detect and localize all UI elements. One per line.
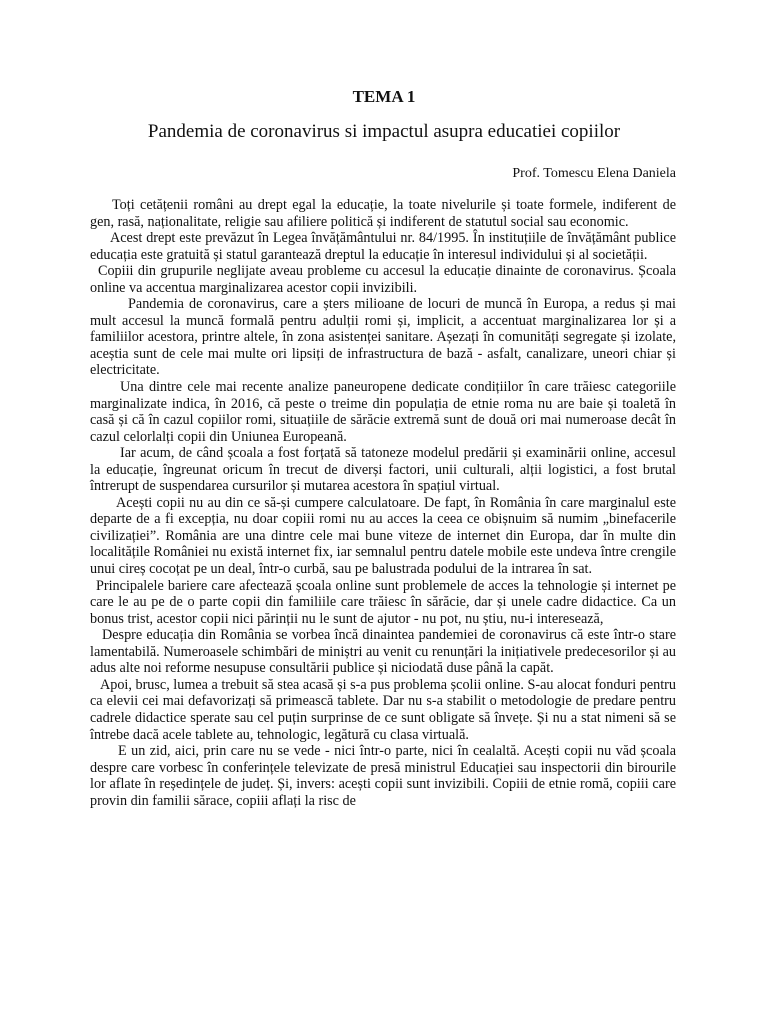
paragraph: E un zid, aici, prin care nu se vede - nici într-o parte, nici în cealaltă. Acești copii nu văd școala despre care vorbesc în conferințele televizate de presă ministrul Educației sau inspectorii din birourile lor aflate în reședințele de județ. Și, invers: acești copii sunt invizibili. Copiii de etnie romă, copiii care provin din familii sărace, copiii aflați la risc de [90, 743, 676, 809]
paragraph: Pandemia de coronavirus, care a șters milioane de locuri de muncă în Europa, a redus și mai mult accesul la muncă formală pentru adulții romi și, implicit, a accentuat marginalizarea lor și a familiilor acestora, printre altele, în zona asistenței sanitare. Așezați în comunități segregate și izolate, aceștia sunt de cele mai multe ori lipsiți de infrastructura de bază - asfalt, canalizare, uneori chiar și electricitate. [90, 296, 676, 379]
document-title: TEMA 1 [352, 87, 416, 106]
paragraph: Acești copii nu au din ce să-și cumpere calculatoare. De fapt, în România în care marginalul este departe de a fi excepția, nu doar copiii romi nu au acces la ceea ce obișnuim să numim „binefacerile civilizației”. România are una dintre cele mai bune viteze de internet din Europa, dar în multe din localitățile României nu există internet fix, iar semnalul pentru datele mobile este undeva între crengile unui cireș cocoțat pe un deal, într-o curbă, sau pe balustrada podului de la intrarea în sat. [90, 494, 676, 578]
paragraph: Copiii din grupurile neglijate aveau probleme cu accesul la educație dinainte de coronavirus. Școala online va accentua marginalizarea acestor copii invizibili. [90, 263, 676, 296]
paragraph: Despre educația din România se vorbea încă dinaintea pandemiei de coronavirus că este într-o stare lamentabilă. Numeroasele schimbări de miniștri au venit cu renunțări la inițiativele predecesorilor și au adus alte noi reforme nesupuse consultării publice și niciodată duse până la capăt. [90, 627, 676, 677]
author-line: Prof. Tomescu Elena Daniela [512, 166, 676, 181]
document-subtitle: Pandemia de coronavirus si impactul asupra educatiei copiilor [147, 121, 621, 142]
paragraph: Toți cetățenii români au drept egal la educație, la toate nivelurile și toate formele, indiferent de gen, rasă, naționalitate, religie sau afiliere politică și indiferent de statutul social sau economic. [90, 197, 676, 230]
paragraph: Principalele bariere care afectează școala online sunt problemele de acces la tehnologie și internet pe care le au pe de o parte copii din familiile care trăiesc în sărăcie, dar și unele cadre didactice. Ca un bonus trist, acestor copii nici părinții nu le sunt de ajutor - nu pot, nu știu, nu-i interesează, [90, 577, 676, 627]
document-body [90, 197, 676, 809]
paragraph: Apoi, brusc, lumea a trebuit să stea acasă și s-a pus problema școlii online. S-au alocat fonduri pentru ca elevii cei mai defavorizați să primească tablete. Dar nu s-a stabilit o metodologie de predare pentru cadrele didactice sperate sau cel puțin surprinse de ce sunt obligate să învețe. Și nu a stat nimeni să se întrebe dacă acele tablete au, tehnologic, legătură cu clasa virtuală. [90, 676, 676, 743]
paragraph: Una dintre cele mai recente analize paneuropene dedicate condițiilor în care trăiesc categoriile marginalizate indica, în 2016, că peste o treime din populația de etnie roma nu are baie și toaletă în casă și că în cazul copiilor romi, situațiile de sărăcie extremă sunt de două ori mai numeroase decât în cazul celorlalți copii din Uniunea Europeană. [90, 379, 676, 445]
paragraph: Iar acum, de când școala a fost forțată să tatoneze modelul predării și examinării online, accesul la educație, îngreunat oricum în trecut de diverși factori, unii culturali, alții logistici, a fost brutal întrerupt de suspendarea cursurilor și mutarea acestora în spațiul virtual. [90, 445, 676, 495]
paragraph: Acest drept este prevăzut în Legea învățământului nr. 84/1995. În instituțiile de învățământ publice educația este gratuită și statul garantează dreptul la educație în interesul individului și al societății. [90, 230, 676, 263]
